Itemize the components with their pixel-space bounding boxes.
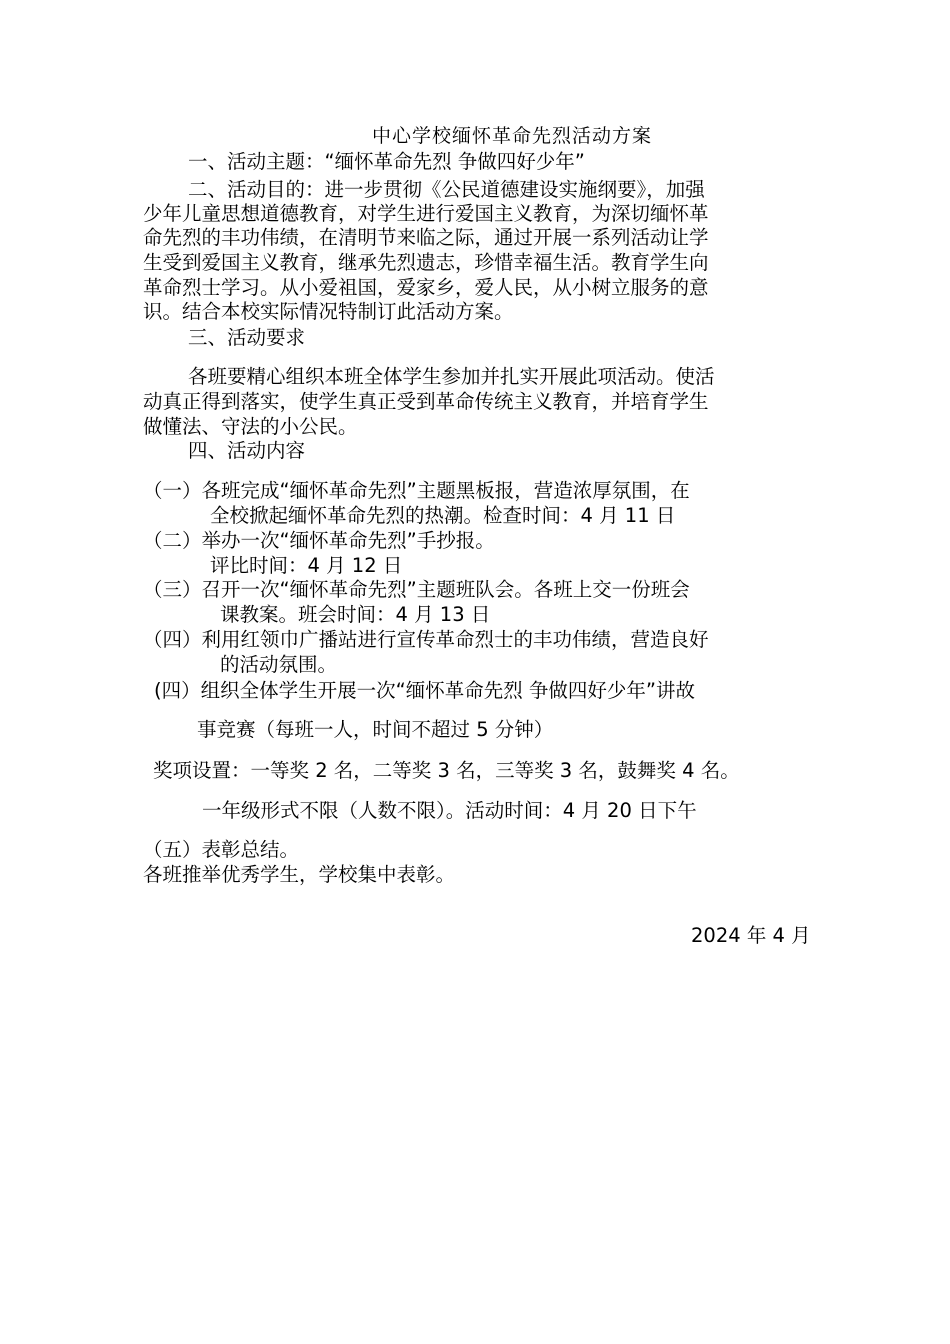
list-item-continuation: 事竞赛（每班一人，时间不超过 5 分钟） xyxy=(197,718,554,741)
paragraph-line: 各班要精心组织本班全体学生参加并扎实开展此项活动。使活 xyxy=(188,365,715,388)
list-item-continuation: 全校掀起缅怀革命先烈的热潮。检查时间：4 月 11 日 xyxy=(210,504,676,527)
paragraph-line: 生受到爱国主义教育，继承先烈遗志，珍惜幸福生活。教育学生向 xyxy=(143,251,709,274)
list-item-continuation: 课教案。班会时间：4 月 13 日 xyxy=(220,603,491,626)
list-item: （一）各班完成“缅怀革命先烈”主题黑板报，营造浓厚氛围，在 xyxy=(143,479,690,502)
paragraph-line: 各班推举优秀学生，学校集中表彰。 xyxy=(143,863,456,886)
activity-time-line: 一年级形式不限（人数不限）。活动时间：4 月 20 日下午 xyxy=(202,799,697,822)
paragraph-line: 革命烈士学习。从小爱祖国，爱家乡，爱人民，从小树立服务的意 xyxy=(143,276,709,299)
section-requirements: 三、活动要求 xyxy=(188,326,306,349)
paragraph-line: 少年儿童思想道德教育，对学生进行爱国主义教育，为深切缅怀革 xyxy=(143,202,709,225)
list-item: （四）利用红领巾广播站进行宣传革命烈士的丰功伟绩，营造良好 xyxy=(143,628,709,651)
list-item: (四）组织全体学生开展一次“缅怀革命先烈 争做四好少年”讲故 xyxy=(154,679,696,702)
paragraph-line: 命先烈的丰功伟绩，在清明节来临之际，通过开展一系列活动让学 xyxy=(143,226,709,249)
document-title: 中心学校缅怀革命先烈活动方案 xyxy=(372,125,653,147)
list-item-continuation: 的活动氛围。 xyxy=(220,653,338,676)
list-item-continuation: 评比时间：4 月 12 日 xyxy=(210,554,403,577)
section-theme: 一、活动主题：“缅怀革命先烈 争做四好少年” xyxy=(188,150,585,173)
list-item: （五）表彰总结。 xyxy=(143,838,300,861)
paragraph-line: 动真正得到落实，使学生真正受到革命传统主义教育，并培育学生 xyxy=(143,390,709,413)
awards-line: 奖项设置：一等奖 2 名，二等奖 3 名，三等奖 3 名，鼓舞奖 4 名。 xyxy=(153,759,740,782)
paragraph-line: 做懂法、守法的小公民。 xyxy=(143,415,358,438)
list-item: （二）举办一次“缅怀革命先烈”手抄报。 xyxy=(143,529,495,552)
paragraph-line: 识。结合本校实际情况特制订此活动方案。 xyxy=(143,300,514,323)
section-content: 四、活动内容 xyxy=(188,439,306,462)
document-date: 2024 年 4 月 xyxy=(691,924,811,947)
list-item: （三）召开一次“缅怀革命先烈”主题班队会。各班上交一份班会 xyxy=(143,578,690,601)
section-purpose: 二、活动目的：进一步贯彻《公民道德建设实施纲要》，加强 xyxy=(188,178,705,201)
